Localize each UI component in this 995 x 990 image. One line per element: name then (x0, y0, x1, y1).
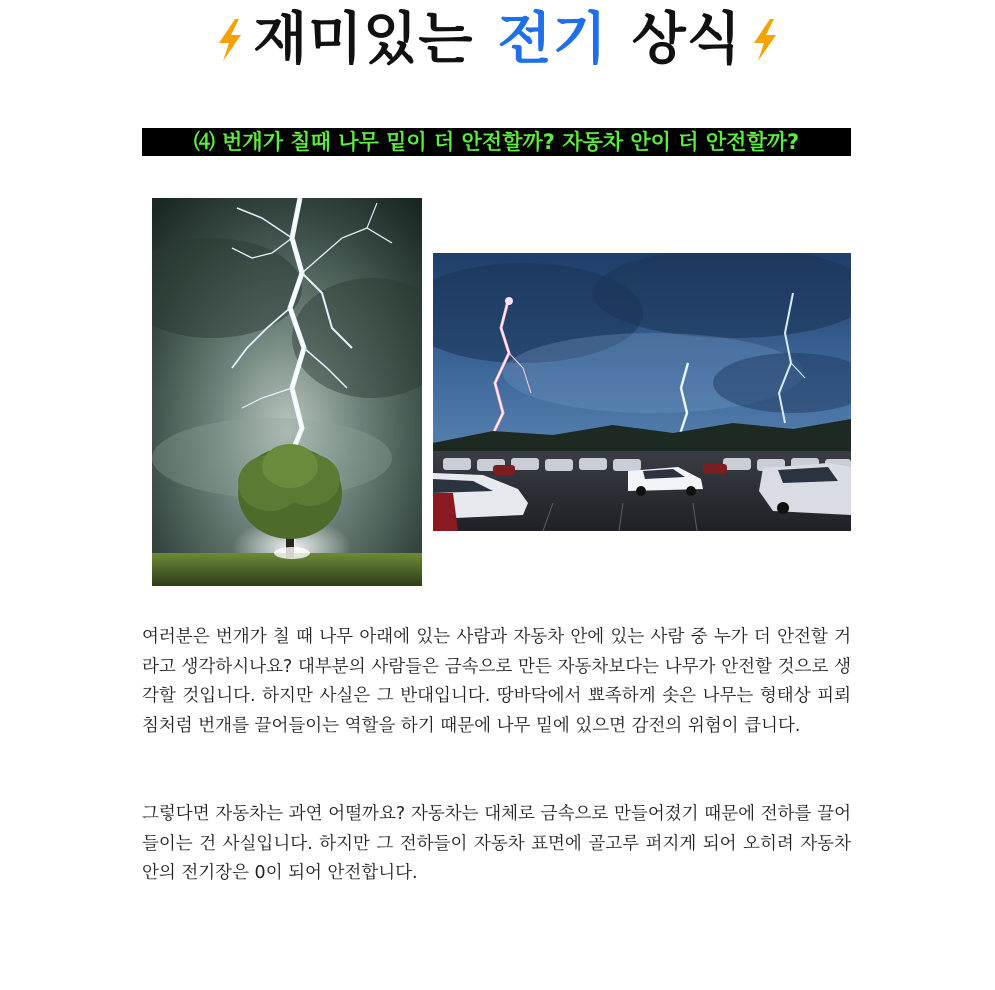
title-part-knowledge: 상식 (631, 7, 742, 72)
lightning-parking-lot-photo (433, 253, 851, 531)
lightning-bolt-icon (748, 17, 782, 63)
body-paragraph-2: 그렇다면 자동차는 과연 어떨까요? 자동차는 대체로 금속으로 만들어졌기 때문에 전하를 끌어들이는 건 사실입니다. 하지만 그 전하들이 자동차 표면에 골고루 퍼지게 되어 오히려 자동차 안의 전기장은 0이 되어 안전합니다. (142, 804, 851, 883)
page-title (253, 7, 742, 72)
title-part-fun: 재미있는 (253, 7, 474, 72)
lightning-bolt-icon (213, 17, 247, 63)
page-header (0, 2, 995, 78)
body-paragraph-1: 여러분은 번개가 칠 때 나무 아래에 있는 사람과 자동차 안에 있는 사람 중 누가 더 안전할 거라고 생각하시나요? 대부분의 사람들은 금속으로 만든 자동차보다는 나무가 안전할 것으로 생각할 것입니다. 하지만 사실은 그 반대입니다. 땅바닥에서 뾰족하게 솟은 나무는 형태상 피뢰침처럼 번개를 끌어들이는 역할을 하기 때문에 나무 밑에 있으면 감전의 위험이 큽니다. (142, 627, 851, 736)
lightning-tree-photo (152, 198, 422, 586)
section-subtitle: ⑷ 번개가 칠때 나무 밑이 더 안전할까? 자동차 안이 더 안전할까? (142, 128, 851, 156)
title-part-electricity: 전기 (497, 7, 608, 72)
